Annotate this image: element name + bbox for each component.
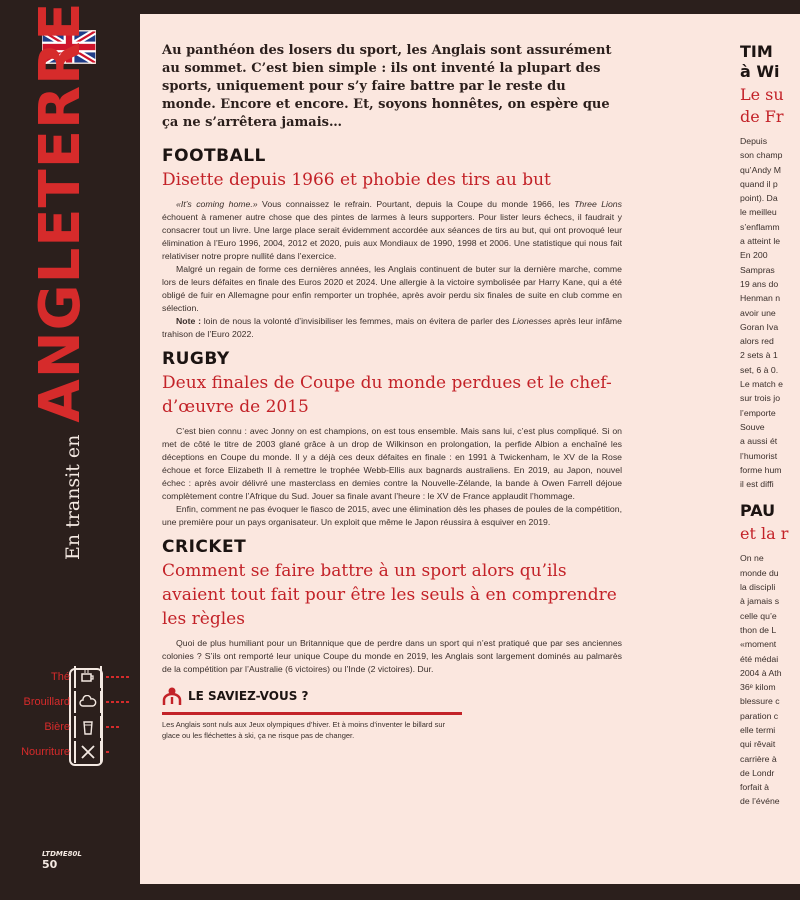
gauge-row-beer [18, 714, 140, 739]
text-line: blessure c [740, 696, 780, 707]
text-line: On ne [740, 553, 764, 564]
text-line: l’emporte [740, 407, 776, 418]
section-title [28, 2, 93, 560]
gauge-dash [126, 676, 129, 678]
football-heading: FOOTBALL [162, 146, 266, 166]
text-line: son champ [740, 150, 783, 161]
text-line: forme hum [740, 464, 782, 475]
sidebar [0, 0, 140, 900]
text-line: la discipli [740, 582, 776, 593]
text: Vous connaissez le refrain. Pourtant, depuis la Coupe du monde 1966, les [257, 199, 575, 209]
cricket-paragraph-1: Quoi de plus humiliant pour un Britannique que de perdre dans un sport qui n’est pratiqué que par ses anciennes colonies ? S’ils ont remporté leur unique Coupe du monde en 2019, les Anglais sont largement dominés au palmarès de la compétition par l’Australie (6 victoires) ou l’Inde (2 victoires). Dur. [162, 638, 622, 674]
football-paragraph-2: Malgré un regain de forme ces dernières années, les Anglais continuent de buter sur la dernière marche, comme lors de leurs défaites en finale des Euros 2020 et 2024. Une allergie à la victoire symbolisée par Harry Kane, qui a été obligé de fuir en Allemagne pour enfin remporter un trophée, après avoir perdu six finales de suite en club comme en sélection. [162, 264, 622, 313]
text-line: a atteint le [740, 236, 781, 247]
text-line: Henman n [740, 293, 781, 304]
quote: «It’s coming home.» [176, 199, 258, 209]
gauge-dash [111, 701, 114, 703]
cricket-subheading: Comment se faire battre à un sport alors qu’ils avaient tout fait pour être les seuls à en comprendre les règles [162, 561, 617, 629]
text-line: de Londr [740, 767, 775, 778]
right-heading-2: PAU [740, 501, 776, 521]
gauge-dash [106, 726, 109, 728]
title-small: En transit en [62, 434, 84, 560]
did-you-know-label: LE SAVIEZ-VOUS ? [188, 689, 309, 703]
info-person-icon [162, 686, 182, 706]
right-sub-2: et la r [740, 524, 789, 544]
right-sub-1a: Le su [740, 85, 784, 104]
text-line: 19 ans do [740, 278, 779, 289]
intro-text: Au panthéon des losers du sport, les Anglais sont assurément au sommet. C’est bien simple : ils ont inventé la plupart des sports, uniquement pour s’y faire battre par le reste du monde. Encore et encore. Et, soyons honnêtes, on espère que ça ne s’arrêtera jamais… [162, 43, 612, 130]
gauge-bar [106, 676, 131, 678]
text-line: Sampras [740, 264, 775, 275]
rugby-paragraph-2: Enfin, comment ne pas évoquer le fiasco de 2015, avec une élimination dès les phases de poules de la compétition, une première pour un pays organisateur. Un exploit que même le Japon réussira à esquiver en 2019. [162, 504, 622, 527]
gauge-row-fog [18, 689, 140, 714]
gauge-row-tea [18, 664, 140, 689]
text-line: le meilleu [740, 207, 777, 218]
rugby-section [162, 349, 622, 529]
did-you-know-title [162, 686, 622, 706]
text-line: qu’Andy M [740, 164, 782, 175]
gauge-label: Thé [51, 670, 70, 683]
page-number: 50 [42, 858, 58, 871]
gauge-dash [111, 726, 114, 728]
right-lines-1 [740, 134, 800, 491]
text-line: point). Da [740, 193, 778, 204]
text-line: paration c [740, 710, 779, 721]
right-column [740, 42, 800, 819]
gauge-dash [106, 751, 109, 753]
cricket-heading: CRICKET [162, 537, 247, 557]
text-line: En 200 [740, 250, 768, 261]
team-name: Three Lions [574, 199, 622, 209]
cutlery-icon [74, 741, 102, 763]
gauge-label: Bière [44, 720, 70, 733]
gauge-row-food [18, 739, 140, 764]
rugby-heading: RUGBY [162, 349, 230, 369]
gauge-label: Brouillard [23, 695, 70, 708]
text-line: monde du [740, 567, 779, 578]
text-line: s’enflamm [740, 221, 780, 232]
magazine-name: LTDME80L [42, 850, 82, 858]
cloud-icon [74, 691, 102, 713]
divider [162, 712, 462, 715]
gauge-bar [106, 751, 131, 753]
text-line: «moment [740, 639, 777, 650]
cricket-section [162, 537, 622, 676]
main-column [162, 42, 622, 741]
text-line: forfait à [740, 782, 769, 793]
note-label: Note : [176, 316, 201, 326]
teacup-icon [74, 666, 102, 688]
text-line: elle termi [740, 724, 776, 735]
article-page [140, 14, 800, 884]
text-line: Le match e [740, 379, 783, 390]
gauge-label: Nourriture [21, 745, 70, 758]
gauge-dash [116, 726, 119, 728]
football-section [162, 146, 622, 341]
gauge-dash [111, 676, 114, 678]
text-line: carrière à [740, 753, 777, 764]
gauge-dash [116, 676, 119, 678]
text-line: alors red [740, 336, 774, 347]
did-you-know-text: Les Anglais sont nuls aux Jeux olympiques d’hiver. Et à moins d’inventer le billard sur glace ou les fléchettes à ski, ça ne risque pas de changer. [162, 720, 446, 740]
right-heading-1b: à Wi [740, 62, 780, 81]
text-line: à jamais s [740, 596, 780, 607]
gauge-dash [121, 676, 124, 678]
rating-gauge [18, 664, 140, 764]
text-line: avoir une [740, 307, 776, 318]
text: loin de nous la volonté d’invisibiliser les femmes, mais on évitera de parler des [200, 316, 513, 326]
beer-icon [74, 716, 102, 738]
text-line: l’humorist [740, 450, 778, 461]
text-line: thon de L [740, 624, 777, 635]
right-section-2 [740, 501, 800, 808]
text-line: set, 6 à 0. [740, 364, 779, 375]
text-line: Souve [740, 421, 765, 432]
text-line: il est diffi [740, 479, 774, 490]
team-name: Lionesses [512, 316, 552, 326]
gauge-dash [126, 701, 129, 703]
text-line: quand il p [740, 178, 778, 189]
title-big: ANGLETERRE [28, 1, 93, 423]
text-line: 2 sets à 1 [740, 350, 778, 361]
gauge-dash [106, 676, 109, 678]
right-heading-1a: TIM [740, 42, 773, 61]
text-line: Goran Iva [740, 321, 779, 332]
football-paragraph-3 [162, 315, 622, 341]
text-line: a aussi ét [740, 436, 778, 447]
gauge-dash [116, 701, 119, 703]
page-footer [42, 850, 82, 871]
rugby-paragraph-1: C’est bien connu : avec Jonny on est champions, on est tous ensemble. Mais sans lui, c’est plus compliqué. Si on met de côté le titre de 2003 glané grâce à un drop de Wilkinson en prolongation, la perfide Albion a enchaîné les déceptions en Coupe du monde. Il y a déjà ces deux défaites en finale : en 1991 à Twickenham, le XV de la Rose échoue et force Elizabeth II à remettre le trophée Webb-Ellis aux bagnards australiens. En 2019, au Japon, nouvel échec : après avoir délivré une masterclass en demies contre la Nouvelle-Zélande, la bande à Owen Farrell déjoue complètement contre l’Afrique du Sud. Jouer sa finale avant l’heure : le XV de France applaudit l’hommage. [162, 426, 622, 501]
text-line: Depuis [740, 136, 768, 146]
right-sub-1b: de Fr [740, 107, 784, 126]
gauge-bar [106, 701, 131, 703]
text-line: 2004 à Ath [740, 667, 782, 678]
gauge-bar [106, 726, 131, 728]
text-line: sur trois jo [740, 393, 781, 404]
right-lines-2 [740, 551, 800, 808]
text-line: celle qu’e [740, 610, 777, 621]
text-line: été médai [740, 653, 779, 664]
gauge-dash [121, 701, 124, 703]
football-subheading: Disette depuis 1966 et phobie des tirs au but [162, 170, 551, 190]
text: échouent à ramener autre chose que des pintes de larmes à leurs supporters. Pour lister leurs échecs, il faudrait y consacrer tout un livre. Une large place serait évidemment accordée aux séances de tirs au but, qui ont provoqué leur élimination à l’Euro 1996, 2004, 2012 et 2020, puis aux Mondiaux de 1990, 1998 et 2006. Une statistique qui nous fait relativiser notre propre nullité dans l’exercice. [162, 212, 622, 261]
gauge-dash [106, 701, 109, 703]
text-line: de l’événe [740, 796, 780, 807]
text-line: 36ᵉ kilom [740, 682, 776, 693]
right-section-1 [740, 42, 800, 491]
text-line: qui rêvait [740, 739, 776, 750]
football-paragraph-1 [162, 198, 622, 263]
rugby-subheading: Deux finales de Coupe du monde perdues et le chef-d’œuvre de 2015 [162, 373, 612, 417]
text: après leur infâme trahison de l’Euro 2022. [162, 316, 622, 339]
